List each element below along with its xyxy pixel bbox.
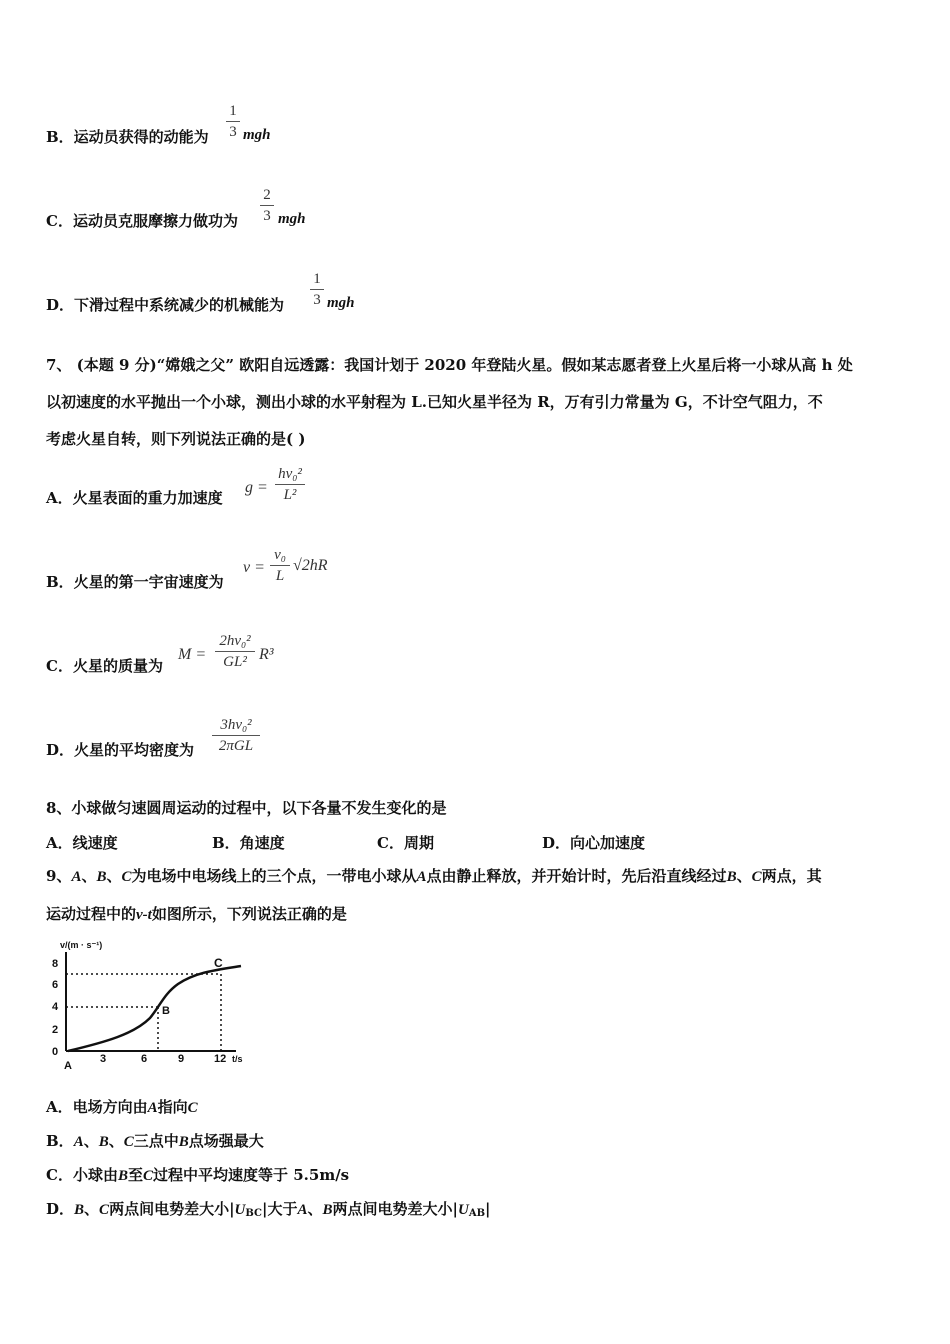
q7-option-b — [46, 572, 224, 592]
u-subscript: BC — [245, 1208, 262, 1219]
fraction-denominator: 2πGL — [218, 738, 254, 754]
q9-option-c — [46, 1165, 349, 1186]
fraction-numerator: 3hv₀² — [220, 717, 252, 733]
q7-option-c-label: C．火星的质量为 — [46, 657, 163, 675]
x-tick-9: 9 — [178, 1053, 185, 1065]
q9-option-d-text: D． — [46, 1200, 75, 1218]
u-symbol: U — [457, 1202, 469, 1218]
q6-option-b — [46, 127, 209, 147]
q7-option-d — [46, 740, 194, 760]
q9-option-c-text: 至 — [127, 1166, 143, 1184]
q7-option-b-label: B．火星的第一宇宙速度为 — [46, 573, 224, 591]
q9-option-d-text: |大于 — [261, 1200, 298, 1218]
vt-label: v-t — [136, 907, 152, 923]
x-tick-3: 3 — [100, 1053, 107, 1065]
q6-option-d-fraction — [310, 270, 324, 309]
separator: 、 — [108, 1132, 124, 1150]
q7-option-a-fraction — [275, 465, 305, 504]
q8-option-b: B．角速度 — [212, 834, 285, 852]
point-a: A — [297, 1202, 308, 1218]
u-symbol: U — [234, 1202, 246, 1218]
point-a: A — [416, 869, 427, 885]
q7-option-c — [46, 656, 163, 676]
q9-number: 9、 — [46, 867, 72, 885]
q6-option-c-fraction — [260, 186, 274, 225]
q9-option-d-text: | — [485, 1200, 491, 1218]
point-a: A — [73, 1134, 84, 1150]
point-c: C — [751, 869, 762, 885]
q7-option-d-label: D．火星的平均密度为 — [46, 741, 195, 759]
q7-option-b-fraction — [270, 546, 290, 585]
u-subscript: AB — [468, 1208, 486, 1219]
fraction-denominator: 3 — [313, 292, 321, 308]
fraction-numerator: v₀ — [274, 547, 286, 563]
q8-option-d: D．向心加速度 — [542, 834, 646, 852]
q9-text: 为电场中电场线上的三个点，一带电小球从 — [131, 867, 417, 885]
q9-option-c-text: 过程中平均速度等于 5.5m/s — [153, 1166, 350, 1184]
separator: 、 — [307, 1200, 323, 1218]
fraction-denominator: 3 — [263, 208, 271, 224]
point-c: C — [123, 1134, 134, 1150]
fraction-numerator: 2hv₀² — [219, 633, 251, 649]
q6-option-c — [46, 211, 238, 231]
q7-option-c-r3: R³ — [259, 646, 274, 663]
q7-stem-line-2: 以初速度的水平抛出一个小球，测出小球的水平射程为 L.已知火星半径为 R，万有引力常量为 G，不计空气阻力，不 — [46, 393, 823, 411]
y-tick-2: 2 — [52, 1024, 59, 1036]
point-a: A — [147, 1100, 158, 1116]
q6-option-d-mgh: mgh — [327, 295, 355, 311]
x-tick-12: 12 — [214, 1053, 227, 1065]
y-tick-0: 0 — [52, 1046, 59, 1058]
q6-option-d — [46, 295, 284, 315]
q6-option-d-label: D．下滑过程中系统减少的机械能为 — [46, 296, 285, 314]
x-tick-6: 6 — [141, 1053, 148, 1065]
point-c: C — [142, 1168, 153, 1184]
q7-option-c-lhs: M = — [178, 646, 207, 663]
q6-option-b-label: B．运动员获得的动能为 — [46, 128, 209, 146]
graph-point-c-label: C — [214, 956, 223, 970]
point-b: B — [322, 1202, 333, 1218]
q6-option-c-label: C．运动员克服摩擦力做功为 — [46, 212, 238, 230]
q6-option-b-mgh: mgh — [243, 127, 271, 143]
q9-option-b-text: 点场强最大 — [188, 1132, 264, 1150]
fraction-numerator: 1 — [229, 103, 237, 119]
q9-text: 点由静止释放，并开始计时，先后沿直线经过 — [426, 867, 727, 885]
fraction-numerator: 2 — [263, 187, 271, 203]
separator: 、 — [83, 1132, 99, 1150]
q9-option-d-text: 两点间电势差大小| — [332, 1200, 458, 1218]
q7-option-b-sqrt: √2hR — [293, 557, 328, 574]
y-tick-8: 8 — [52, 958, 59, 970]
q7-option-d-fraction — [212, 716, 260, 755]
fraction-denominator: L² — [283, 487, 297, 503]
q6-option-c-mgh: mgh — [278, 211, 306, 227]
point-b: B — [178, 1134, 189, 1150]
graph-point-a-label: A — [64, 1060, 72, 1072]
q9-option-a-text: A．电场方向由 — [46, 1098, 148, 1116]
q9-text: 如图所示，下列说法正确的是 — [151, 905, 347, 923]
q7-option-b-lhs: v = — [243, 559, 265, 576]
point-c: C — [121, 869, 132, 885]
point-b: B — [96, 869, 107, 885]
point-b: B — [98, 1134, 109, 1150]
q9-option-b-text: 三点中 — [133, 1132, 179, 1150]
q9-option-d-text: 两点间电势差大小| — [109, 1200, 235, 1218]
q7-stem-line-3: 考虑火星自转，则下列说法正确的是( ) — [46, 430, 306, 448]
y-tick-4: 4 — [52, 1001, 59, 1013]
q9-text: 两点，其 — [761, 867, 822, 885]
fraction-denominator: 3 — [229, 124, 237, 140]
y-tick-6: 6 — [52, 979, 59, 991]
q9-option-d — [46, 1199, 491, 1224]
q9-option-c-text: C．小球由 — [46, 1166, 118, 1184]
y-axis-label: v/(m · s⁻¹) — [60, 940, 103, 950]
q8-option-a: A．线速度 — [46, 834, 118, 852]
q8-stem: 8、小球做匀速圆周运动的过程中，以下各量不发生变化的是 — [46, 799, 447, 817]
q7-option-a — [46, 488, 223, 508]
point-b: B — [726, 869, 737, 885]
fraction-denominator: GL² — [223, 654, 247, 670]
q7-option-a-label: A．火星表面的重力加速度 — [46, 489, 223, 507]
fraction-numerator: 1 — [313, 271, 321, 287]
q9-option-a — [46, 1097, 198, 1118]
point-c: C — [187, 1100, 198, 1116]
q6-option-b-fraction — [226, 102, 240, 141]
q7-option-a-lhs: g = — [245, 479, 268, 496]
q9-text: 运动过程中的 — [46, 905, 137, 923]
q9-option-b — [46, 1131, 264, 1152]
graph-point-b-label: B — [162, 1005, 170, 1017]
q7-option-c-fraction — [215, 632, 255, 671]
fraction-denominator: L — [275, 568, 285, 584]
fraction-numerator: hv₀² — [278, 466, 302, 482]
q9-stem-line-1: 9、A、B、C为电场中电场线上的三个点，一带电小球从A点由静止释放，并开始计时，先后沿直线经过B、C两点，其 — [46, 867, 822, 885]
point-b: B — [117, 1168, 128, 1184]
q7-stem-line-1: 7、 (本题 9 分)“嫦娥之父” 欧阳自远透露：我国计划于 2020 年登陆火星。假如某志愿者登上火星后将一小球从高 h 处 — [46, 356, 853, 374]
point-a: A — [71, 869, 82, 885]
point-b: B — [74, 1202, 85, 1218]
vt-curve — [68, 966, 241, 1051]
point-c: C — [99, 1202, 110, 1218]
x-axis-unit: t/s — [232, 1054, 243, 1064]
vt-graph — [46, 938, 261, 1073]
q8-option-c: C．周期 — [377, 834, 434, 852]
separator: 、 — [84, 1200, 100, 1218]
q9-stem-line-2 — [46, 904, 347, 925]
q9-option-a-text: 指向 — [157, 1098, 188, 1116]
q9-option-b-text: B． — [46, 1132, 74, 1150]
